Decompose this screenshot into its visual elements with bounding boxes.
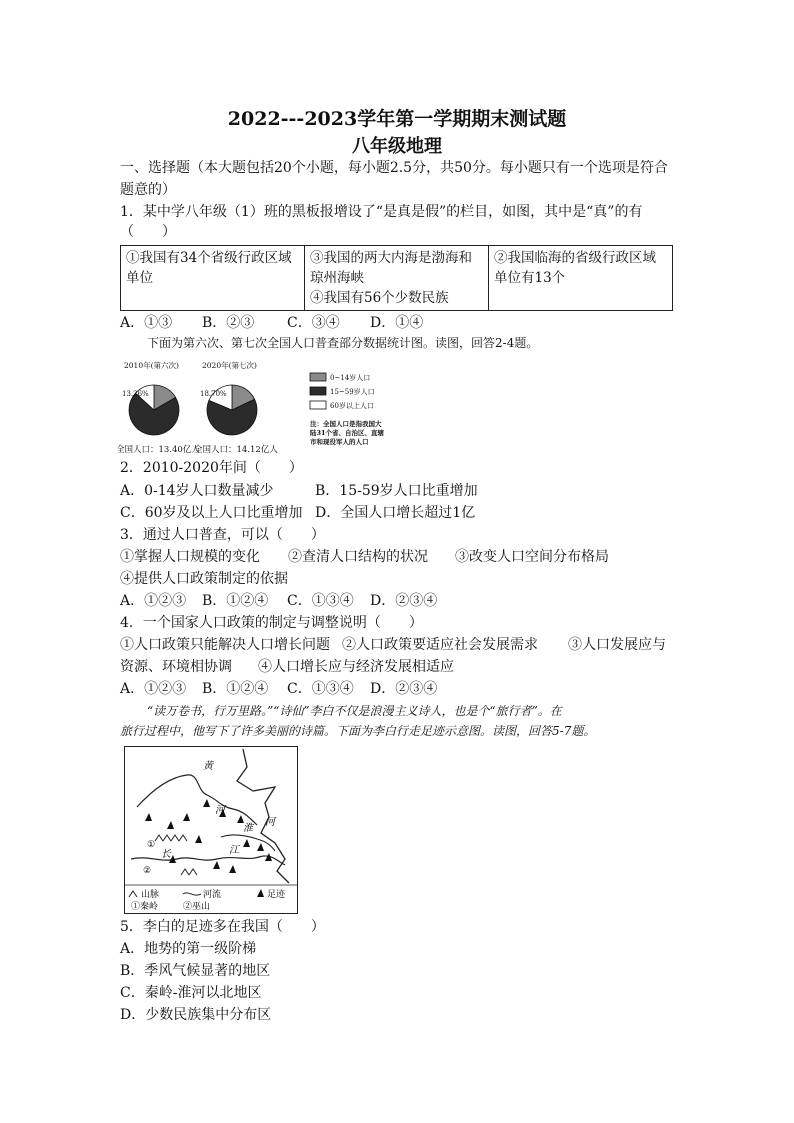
chart-intro: 下面为第六次、第七次全国人口普查部分数据统计图。读图，回答2-4题。 bbox=[147, 336, 539, 350]
map-label-huang: 黄 bbox=[203, 761, 213, 772]
legend-label-2: 15~59岁人口 bbox=[330, 388, 375, 396]
q3-item-3: ③改变人口空间分布格局 bbox=[455, 549, 609, 565]
q2-option-b: B．15-59岁人口比重增加 bbox=[315, 483, 478, 499]
q1-option-d: D．①④ bbox=[370, 315, 424, 331]
li-bai-route-map bbox=[124, 746, 298, 914]
passage-line2: 旅行过程中，他写下了许多美丽的诗篇。下面为李白行走足迹示意图。读图，回答5-7题。 bbox=[120, 724, 596, 738]
map-label-1: ① bbox=[147, 840, 156, 850]
chart-note-line-1: 注：全国人口是指我国大 bbox=[310, 420, 382, 428]
q5-option-d: D．少数民族集中分布区 bbox=[120, 1007, 272, 1023]
q2-option-a: A．0-14岁人口数量减少 bbox=[120, 483, 274, 499]
pie-2-percent-label: 18.70% bbox=[200, 390, 227, 398]
map-svg bbox=[125, 747, 297, 913]
q1-stem-line2: （ ） bbox=[120, 224, 176, 240]
q5-option-b: B．季风气候显著的地区 bbox=[120, 963, 271, 979]
q1-cell-2-line2: 琼州海峡 bbox=[310, 270, 364, 286]
q1-cell-3-line2: 单位有13个 bbox=[494, 270, 566, 286]
q1-option-a: A．①③ bbox=[120, 315, 173, 331]
map-label-jiang: 江 bbox=[229, 845, 239, 856]
pie-2-year-label: 2020年(第七次) bbox=[202, 361, 257, 370]
q3-stem: 3．通过人口普查，可以（ ） bbox=[120, 527, 325, 543]
section-intro-line1: 一、选择题（本大题包括20个小题，每小题2.5分，共50分。每小题只有一个选项是符合 bbox=[120, 160, 668, 176]
q1-cell-2 bbox=[305, 246, 489, 311]
pie-2-total-label: 全国人口：14.12亿人 bbox=[194, 445, 278, 455]
footprint-markers bbox=[145, 799, 272, 873]
legend-river: 河流 bbox=[203, 890, 222, 900]
q1-cell-1 bbox=[121, 246, 305, 311]
q3-option-a: A．①②③ bbox=[120, 593, 187, 609]
chart-note-line-3: 市和现役军人的人口 bbox=[310, 438, 369, 446]
q1-option-b: B．②③ bbox=[202, 315, 255, 331]
population-pie-charts bbox=[118, 358, 403, 458]
exam-subtitle: 八年级地理 bbox=[352, 136, 442, 157]
q3-option-b: B．①②④ bbox=[202, 593, 269, 609]
map-label-2: ② bbox=[143, 866, 152, 876]
legend-swatch-2 bbox=[310, 387, 326, 395]
legend-label-1: 0~14岁人口 bbox=[330, 374, 371, 382]
q4-stem: 4．一个国家人口政策的制定与调整说明（ ） bbox=[120, 615, 423, 631]
q4-option-d: D．②③④ bbox=[370, 681, 438, 697]
q5-option-c: C．秦岭-淮河以北地区 bbox=[120, 985, 262, 1001]
q4-item-4: ④人口增长应与经济发展相适应 bbox=[258, 659, 454, 675]
q3-item-4: ④提供人口政策制定的依据 bbox=[120, 571, 288, 587]
q1-cell-1-line2: 单位 bbox=[126, 270, 153, 286]
q4-option-a: A．①②③ bbox=[120, 681, 187, 697]
q3-option-d: D．②③④ bbox=[370, 593, 438, 609]
q2-option-d: D．全国人口增长超过1亿 bbox=[315, 505, 476, 521]
q4-item-3: ③人口发展应与 bbox=[568, 637, 666, 653]
q1-statement-table bbox=[120, 245, 673, 311]
q3-item-1: ①掌握人口规模的变化 bbox=[120, 549, 260, 565]
q4-item-2: ②人口政策要适应社会发展需求 bbox=[342, 637, 538, 653]
section-intro-line2: 题意的） bbox=[120, 182, 176, 198]
legend-swatch-1 bbox=[310, 373, 326, 381]
q2-stem: 2．2010-2020年间（ ） bbox=[120, 460, 303, 476]
passage-line1: “读万卷书，行万里路。”“诗仙”李白不仅是浪漫主义诗人，也是个“旅行者”。在 bbox=[147, 704, 562, 718]
legend-label-3: 60岁以上人口 bbox=[330, 402, 374, 410]
chart-note-line-2: 陆31个省、自治区、直辖 bbox=[310, 429, 385, 437]
q5-stem: 5．李白的足迹多在我国（ ） bbox=[120, 919, 325, 935]
q1-cell-3-line1: ②我国临海的省级行政区域 bbox=[494, 250, 656, 266]
legend-footprint: 足迹 bbox=[267, 890, 286, 900]
pie-chart-svg bbox=[118, 358, 403, 458]
q3-item-2: ②查清人口结构的状况 bbox=[288, 549, 428, 565]
legend-mountain: 山脉 bbox=[141, 890, 160, 900]
yangtze-river bbox=[131, 856, 285, 865]
q4-option-c: C．①③④ bbox=[287, 681, 354, 697]
map-label-he2: 河 bbox=[265, 817, 275, 828]
q1-cell-3 bbox=[489, 246, 673, 311]
q4-option-b: B．①②④ bbox=[202, 681, 269, 697]
mountain-range-2 bbox=[181, 869, 197, 875]
q1-stem-line1: 1．某中学八年级（1）班的黑板报增设了“是真是假”的栏目，如图，其中是“真”的有 bbox=[120, 204, 643, 220]
q2-option-c: C．60岁及以上人口比重增加 bbox=[120, 505, 303, 521]
q1-option-c: C．③④ bbox=[287, 315, 340, 331]
pie-1-total-label: 全国人口：13.40亿人 bbox=[118, 445, 200, 455]
legend-note-2: ②巫山 bbox=[183, 902, 211, 912]
q1-cell-2-line3: ④我国有56个少数民族 bbox=[310, 290, 449, 306]
river-legend-icon bbox=[183, 893, 201, 895]
pie-1-percent-label: 13.26% bbox=[122, 390, 149, 398]
q4-item-3-cont: 资源、环境相协调 bbox=[120, 659, 232, 675]
map-label-huai: 淮 bbox=[243, 823, 253, 834]
map-label-chang: 长 bbox=[161, 849, 171, 860]
q1-cell-1-line1: ①我国有34个省级行政区域 bbox=[126, 250, 292, 266]
q3-option-c: C．①③④ bbox=[287, 593, 354, 609]
map-label-he1: 河 bbox=[215, 805, 225, 816]
q4-item-1: ①人口政策只能解决人口增长问题 bbox=[120, 637, 330, 653]
mountain-range-1 bbox=[155, 835, 187, 841]
mountain-legend-icon bbox=[129, 891, 137, 897]
pie-1-year-label: 2010年(第六次) bbox=[124, 361, 179, 370]
exam-title: 2022---2023学年第一学期期末测试题 bbox=[227, 108, 567, 130]
legend-swatch-3 bbox=[310, 401, 326, 409]
legend-note-1: ①秦岭 bbox=[131, 902, 159, 912]
q5-option-a: A．地势的第一级阶梯 bbox=[120, 941, 257, 957]
footprint-legend-icon bbox=[257, 889, 264, 897]
q1-cell-2-line1: ③我国的两大内海是渤海和 bbox=[310, 250, 472, 266]
